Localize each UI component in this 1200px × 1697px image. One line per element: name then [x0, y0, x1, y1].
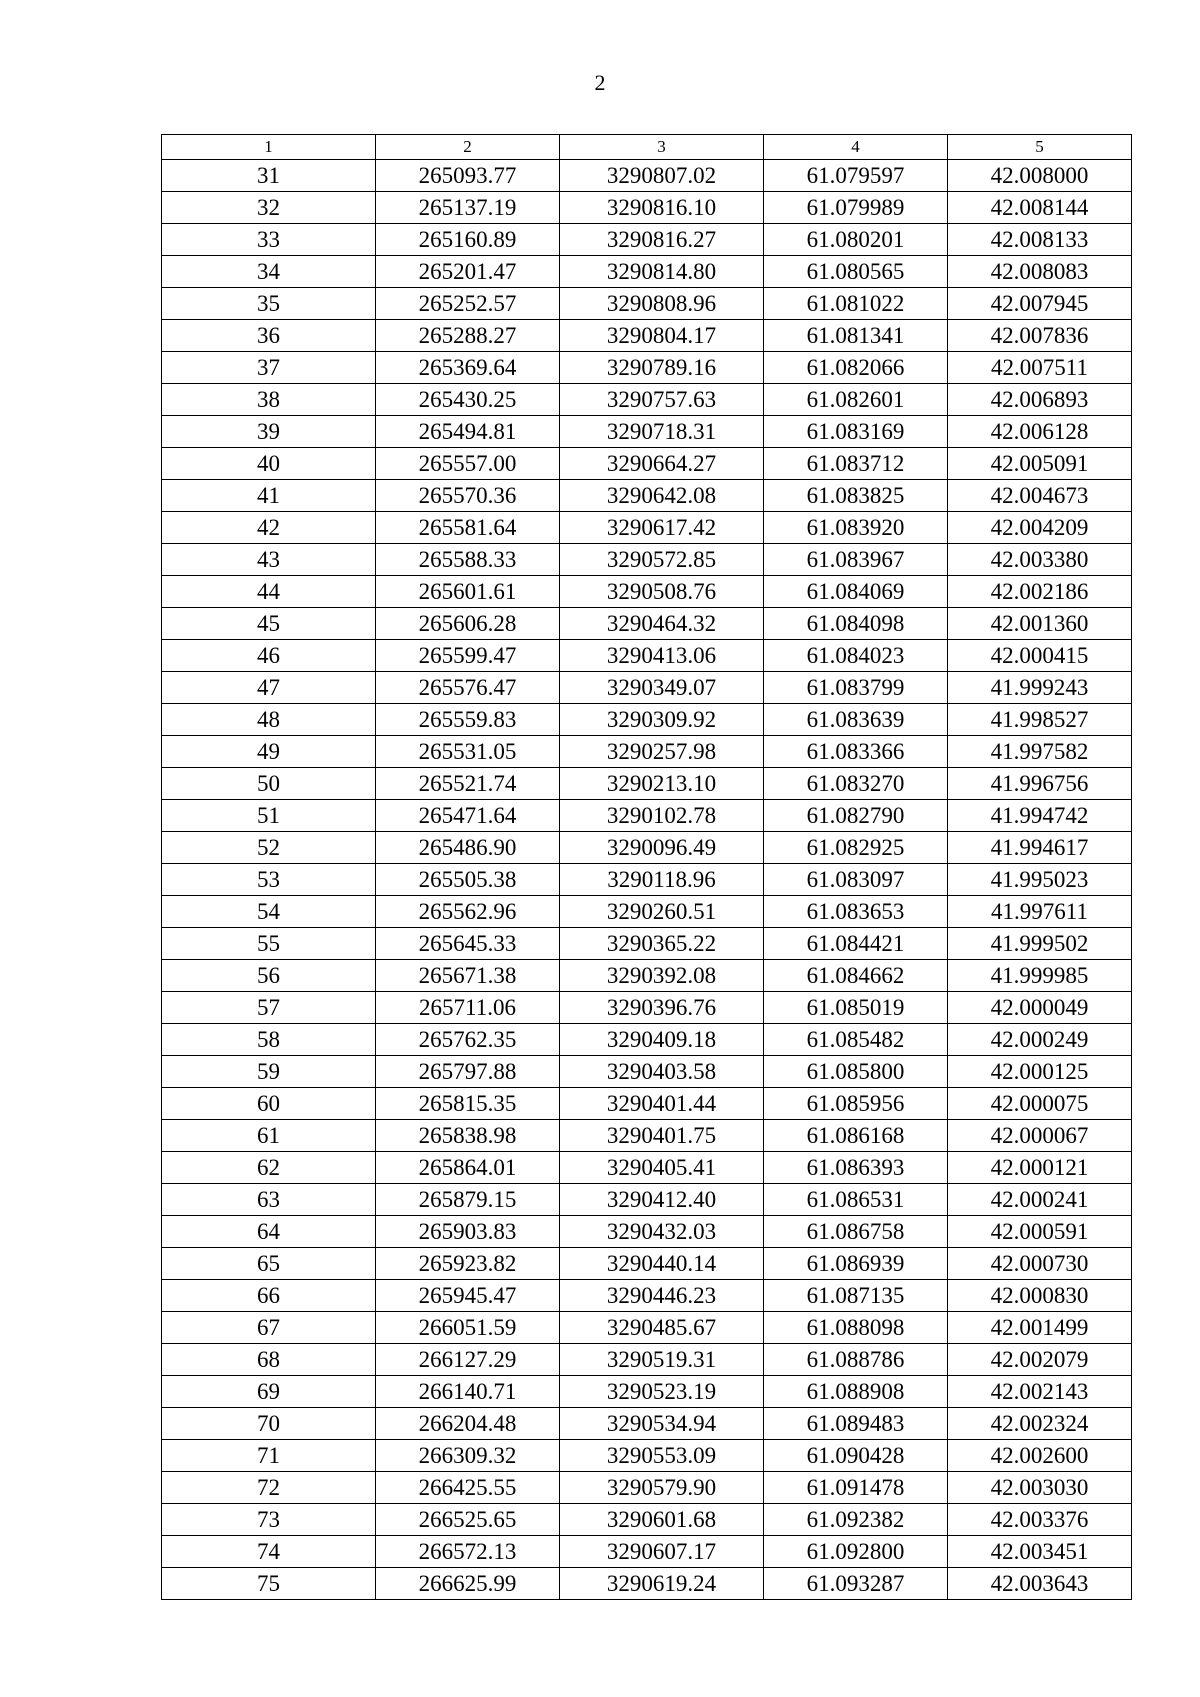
- coordinates-table: [161, 134, 1132, 1600]
- column-header-2: 2: [376, 135, 560, 160]
- table-cell-col-4: 61.085482: [764, 1024, 948, 1056]
- table-cell-col-5: 42.000241: [948, 1184, 1132, 1216]
- table-cell-col-2: 265606.28: [376, 608, 560, 640]
- table-row: [162, 640, 1132, 672]
- table-cell-col-1: 48: [162, 704, 376, 736]
- table-cell-col-1: 32: [162, 192, 376, 224]
- table-cell-col-4: 61.082066: [764, 352, 948, 384]
- table-cell-col-5: 42.001499: [948, 1312, 1132, 1344]
- table-cell-col-2: 266204.48: [376, 1408, 560, 1440]
- table-row: [162, 1568, 1132, 1600]
- table-cell-col-1: 40: [162, 448, 376, 480]
- table-row: [162, 992, 1132, 1024]
- table-cell-col-3: 3290405.41: [560, 1152, 764, 1184]
- table-cell-col-3: 3290601.68: [560, 1504, 764, 1536]
- table-cell-col-1: 75: [162, 1568, 376, 1600]
- table-cell-col-3: 3290523.19: [560, 1376, 764, 1408]
- table-row: [162, 224, 1132, 256]
- table-row: [162, 1152, 1132, 1184]
- table-row: [162, 1120, 1132, 1152]
- table-cell-col-2: 265430.25: [376, 384, 560, 416]
- table-cell-col-3: 3290257.98: [560, 736, 764, 768]
- table-cell-col-3: 3290804.17: [560, 320, 764, 352]
- table-cell-col-3: 3290816.27: [560, 224, 764, 256]
- table-cell-col-2: 265601.61: [376, 576, 560, 608]
- table-row: [162, 768, 1132, 800]
- table-cell-col-5: 42.008144: [948, 192, 1132, 224]
- table-cell-col-3: 3290534.94: [560, 1408, 764, 1440]
- table-cell-col-3: 3290392.08: [560, 960, 764, 992]
- table-header: [162, 135, 1132, 160]
- table-cell-col-2: 265903.83: [376, 1216, 560, 1248]
- table-cell-col-5: 42.000049: [948, 992, 1132, 1024]
- table-cell-col-2: 265160.89: [376, 224, 560, 256]
- table-cell-col-2: 265369.64: [376, 352, 560, 384]
- table-cell-col-1: 33: [162, 224, 376, 256]
- table-cell-col-1: 67: [162, 1312, 376, 1344]
- column-header-3: 3: [560, 135, 764, 160]
- table-row: [162, 864, 1132, 896]
- table-cell-col-1: 59: [162, 1056, 376, 1088]
- table-body: [162, 160, 1132, 1600]
- table-cell-col-4: 61.079597: [764, 160, 948, 192]
- table-cell-col-3: 3290807.02: [560, 160, 764, 192]
- table-cell-col-4: 61.080565: [764, 256, 948, 288]
- table-cell-col-5: 42.002079: [948, 1344, 1132, 1376]
- table-row: [162, 736, 1132, 768]
- table-cell-col-4: 61.084023: [764, 640, 948, 672]
- table-cell-col-5: 42.003030: [948, 1472, 1132, 1504]
- table-cell-col-1: 60: [162, 1088, 376, 1120]
- table-row: [162, 480, 1132, 512]
- table-cell-col-5: 42.007945: [948, 288, 1132, 320]
- table-row: [162, 1408, 1132, 1440]
- table-cell-col-2: 265531.05: [376, 736, 560, 768]
- table-cell-col-3: 3290401.75: [560, 1120, 764, 1152]
- table-cell-col-5: 42.003451: [948, 1536, 1132, 1568]
- table-cell-col-2: 266625.99: [376, 1568, 560, 1600]
- table-row: [162, 672, 1132, 704]
- table-cell-col-4: 61.082601: [764, 384, 948, 416]
- table-cell-col-1: 69: [162, 1376, 376, 1408]
- page-number: 2: [594, 70, 606, 95]
- table-row: [162, 352, 1132, 384]
- table-cell-col-2: 265288.27: [376, 320, 560, 352]
- table-cell-col-1: 64: [162, 1216, 376, 1248]
- table-cell-col-1: 58: [162, 1024, 376, 1056]
- table-cell-col-4: 61.088786: [764, 1344, 948, 1376]
- table-cell-col-4: 61.083270: [764, 768, 948, 800]
- table-cell-col-1: 51: [162, 800, 376, 832]
- table-row: [162, 1536, 1132, 1568]
- table-cell-col-2: 265093.77: [376, 160, 560, 192]
- table-cell-col-4: 61.083825: [764, 480, 948, 512]
- table-cell-col-1: 52: [162, 832, 376, 864]
- table-cell-col-5: 42.006893: [948, 384, 1132, 416]
- table-cell-col-3: 3290401.44: [560, 1088, 764, 1120]
- table-cell-col-5: 41.994742: [948, 800, 1132, 832]
- table-cell-col-4: 61.093287: [764, 1568, 948, 1600]
- table-row: [162, 544, 1132, 576]
- table-cell-col-2: 265762.35: [376, 1024, 560, 1056]
- table-row: [162, 256, 1132, 288]
- table-cell-col-3: 3290607.17: [560, 1536, 764, 1568]
- table-row: [162, 1472, 1132, 1504]
- table-cell-col-4: 61.083967: [764, 544, 948, 576]
- table-cell-col-5: 41.999502: [948, 928, 1132, 960]
- table-cell-col-3: 3290816.10: [560, 192, 764, 224]
- column-header-5: 5: [948, 135, 1132, 160]
- table-cell-col-1: 71: [162, 1440, 376, 1472]
- table-row: [162, 384, 1132, 416]
- table-cell-col-3: 3290553.09: [560, 1440, 764, 1472]
- table-cell-col-4: 61.086758: [764, 1216, 948, 1248]
- table-cell-col-2: 265879.15: [376, 1184, 560, 1216]
- table-row: [162, 960, 1132, 992]
- table-cell-col-2: 265923.82: [376, 1248, 560, 1280]
- table-cell-col-4: 61.082790: [764, 800, 948, 832]
- table-cell-col-2: 265581.64: [376, 512, 560, 544]
- table-cell-col-2: 265671.38: [376, 960, 560, 992]
- table-row: [162, 1312, 1132, 1344]
- table-row: [162, 320, 1132, 352]
- table-cell-col-2: 266525.65: [376, 1504, 560, 1536]
- table-cell-col-5: 42.002143: [948, 1376, 1132, 1408]
- table-cell-col-2: 266140.71: [376, 1376, 560, 1408]
- table-cell-col-4: 61.083366: [764, 736, 948, 768]
- table-cell-col-1: 65: [162, 1248, 376, 1280]
- table-cell-col-3: 3290485.67: [560, 1312, 764, 1344]
- table-cell-col-1: 73: [162, 1504, 376, 1536]
- table-cell-col-3: 3290642.08: [560, 480, 764, 512]
- table-cell-col-2: 265838.98: [376, 1120, 560, 1152]
- table-cell-col-3: 3290508.76: [560, 576, 764, 608]
- table-cell-col-3: 3290617.42: [560, 512, 764, 544]
- table-row: [162, 800, 1132, 832]
- table-cell-col-5: 42.000249: [948, 1024, 1132, 1056]
- table-row: [162, 416, 1132, 448]
- table-cell-col-4: 61.081341: [764, 320, 948, 352]
- table-row: [162, 1024, 1132, 1056]
- table-cell-col-2: 265815.35: [376, 1088, 560, 1120]
- table-row: [162, 448, 1132, 480]
- table-cell-col-4: 61.092382: [764, 1504, 948, 1536]
- table-row: [162, 1344, 1132, 1376]
- table-row: [162, 704, 1132, 736]
- table-row: [162, 1248, 1132, 1280]
- table-cell-col-4: 61.086393: [764, 1152, 948, 1184]
- table-cell-col-3: 3290213.10: [560, 768, 764, 800]
- table-cell-col-2: 265711.06: [376, 992, 560, 1024]
- table-cell-col-4: 61.079989: [764, 192, 948, 224]
- table-cell-col-3: 3290260.51: [560, 896, 764, 928]
- table-cell-col-4: 61.084069: [764, 576, 948, 608]
- table-cell-col-3: 3290579.90: [560, 1472, 764, 1504]
- table-cell-col-1: 70: [162, 1408, 376, 1440]
- table-cell-col-4: 61.092800: [764, 1536, 948, 1568]
- table-row: [162, 608, 1132, 640]
- table-cell-col-4: 61.083799: [764, 672, 948, 704]
- column-header-1: 1: [162, 135, 376, 160]
- table-cell-col-3: 3290365.22: [560, 928, 764, 960]
- table-row: [162, 1440, 1132, 1472]
- table-cell-col-1: 35: [162, 288, 376, 320]
- table-cell-col-4: 61.088908: [764, 1376, 948, 1408]
- table-cell-col-1: 72: [162, 1472, 376, 1504]
- table-row: [162, 832, 1132, 864]
- table-cell-col-5: 42.000075: [948, 1088, 1132, 1120]
- table-row: [162, 512, 1132, 544]
- table-cell-col-4: 61.086531: [764, 1184, 948, 1216]
- table-cell-col-1: 44: [162, 576, 376, 608]
- table-cell-col-5: 42.003380: [948, 544, 1132, 576]
- table-cell-col-3: 3290396.76: [560, 992, 764, 1024]
- table-cell-col-4: 61.084098: [764, 608, 948, 640]
- table-cell-col-1: 38: [162, 384, 376, 416]
- table-cell-col-4: 61.081022: [764, 288, 948, 320]
- table-cell-col-5: 42.007836: [948, 320, 1132, 352]
- column-header-4: 4: [764, 135, 948, 160]
- table-cell-col-4: 61.084662: [764, 960, 948, 992]
- table-cell-col-1: 31: [162, 160, 376, 192]
- table-cell-col-4: 61.085956: [764, 1088, 948, 1120]
- table-cell-col-1: 39: [162, 416, 376, 448]
- table-cell-col-3: 3290757.63: [560, 384, 764, 416]
- table-row: [162, 288, 1132, 320]
- table-cell-col-2: 265576.47: [376, 672, 560, 704]
- table-cell-col-3: 3290118.96: [560, 864, 764, 896]
- table-row: [162, 896, 1132, 928]
- table-cell-col-4: 61.091478: [764, 1472, 948, 1504]
- table-cell-col-1: 43: [162, 544, 376, 576]
- table-cell-col-3: 3290446.23: [560, 1280, 764, 1312]
- table-cell-col-1: 56: [162, 960, 376, 992]
- table-cell-col-4: 61.080201: [764, 224, 948, 256]
- table-cell-col-1: 54: [162, 896, 376, 928]
- table-cell-col-1: 42: [162, 512, 376, 544]
- table-cell-col-1: 46: [162, 640, 376, 672]
- table-cell-col-5: 42.008000: [948, 160, 1132, 192]
- table-cell-col-2: 265562.96: [376, 896, 560, 928]
- table-cell-col-5: 42.008083: [948, 256, 1132, 288]
- table-cell-col-2: 265559.83: [376, 704, 560, 736]
- table-cell-col-5: 42.008133: [948, 224, 1132, 256]
- table-cell-col-2: 265797.88: [376, 1056, 560, 1088]
- table-cell-col-4: 61.088098: [764, 1312, 948, 1344]
- table-cell-col-1: 66: [162, 1280, 376, 1312]
- table-cell-col-4: 61.089483: [764, 1408, 948, 1440]
- table-cell-col-1: 41: [162, 480, 376, 512]
- table-cell-col-2: 265521.74: [376, 768, 560, 800]
- table-cell-col-4: 61.084421: [764, 928, 948, 960]
- table-cell-col-3: 3290309.92: [560, 704, 764, 736]
- table-cell-col-4: 61.090428: [764, 1440, 948, 1472]
- table-cell-col-1: 57: [162, 992, 376, 1024]
- table-cell-col-2: 266309.32: [376, 1440, 560, 1472]
- table-cell-col-5: 42.000121: [948, 1152, 1132, 1184]
- table-cell-col-5: 42.003643: [948, 1568, 1132, 1600]
- table-cell-col-2: 266572.13: [376, 1536, 560, 1568]
- table-cell-col-1: 36: [162, 320, 376, 352]
- table-cell-col-4: 61.085019: [764, 992, 948, 1024]
- table-cell-col-3: 3290718.31: [560, 416, 764, 448]
- table-cell-col-2: 266127.29: [376, 1344, 560, 1376]
- table-cell-col-5: 42.001360: [948, 608, 1132, 640]
- table-cell-col-3: 3290789.16: [560, 352, 764, 384]
- table-cell-col-1: 74: [162, 1536, 376, 1568]
- table-cell-col-3: 3290102.78: [560, 800, 764, 832]
- table-cell-col-3: 3290440.14: [560, 1248, 764, 1280]
- table-cell-col-5: 42.000730: [948, 1248, 1132, 1280]
- table-cell-col-2: 265570.36: [376, 480, 560, 512]
- table-cell-col-3: 3290619.24: [560, 1568, 764, 1600]
- table-row: [162, 1216, 1132, 1248]
- table-cell-col-5: 42.000067: [948, 1120, 1132, 1152]
- table-cell-col-5: 42.002600: [948, 1440, 1132, 1472]
- table-cell-col-3: 3290808.96: [560, 288, 764, 320]
- table-cell-col-2: 265864.01: [376, 1152, 560, 1184]
- table-cell-col-1: 62: [162, 1152, 376, 1184]
- table-cell-col-5: 42.000415: [948, 640, 1132, 672]
- table-cell-col-3: 3290814.80: [560, 256, 764, 288]
- table-cell-col-5: 41.997611: [948, 896, 1132, 928]
- table-row: [162, 576, 1132, 608]
- table-cell-col-1: 49: [162, 736, 376, 768]
- table-cell-col-1: 37: [162, 352, 376, 384]
- table-cell-col-4: 61.087135: [764, 1280, 948, 1312]
- table-cell-col-2: 265557.00: [376, 448, 560, 480]
- table-cell-col-4: 61.083169: [764, 416, 948, 448]
- table-cell-col-5: 42.005091: [948, 448, 1132, 480]
- table-cell-col-2: 266425.55: [376, 1472, 560, 1504]
- table-cell-col-2: 265486.90: [376, 832, 560, 864]
- table-cell-col-5: 42.007511: [948, 352, 1132, 384]
- table-cell-col-5: 41.994617: [948, 832, 1132, 864]
- table-cell-col-2: 265137.19: [376, 192, 560, 224]
- table-cell-col-5: 41.996756: [948, 768, 1132, 800]
- table-cell-col-3: 3290664.27: [560, 448, 764, 480]
- table-cell-col-5: 41.997582: [948, 736, 1132, 768]
- table-cell-col-1: 55: [162, 928, 376, 960]
- table-cell-col-5: 41.999985: [948, 960, 1132, 992]
- table-cell-col-3: 3290096.49: [560, 832, 764, 864]
- table-cell-col-3: 3290519.31: [560, 1344, 764, 1376]
- table-cell-col-5: 41.998527: [948, 704, 1132, 736]
- table-cell-col-2: 265588.33: [376, 544, 560, 576]
- table-cell-col-1: 53: [162, 864, 376, 896]
- table-cell-col-3: 3290349.07: [560, 672, 764, 704]
- table-cell-col-3: 3290403.58: [560, 1056, 764, 1088]
- table-cell-col-5: 42.003376: [948, 1504, 1132, 1536]
- table-cell-col-4: 61.083920: [764, 512, 948, 544]
- table-cell-col-1: 61: [162, 1120, 376, 1152]
- table-cell-col-3: 3290432.03: [560, 1216, 764, 1248]
- table-cell-col-5: 42.006128: [948, 416, 1132, 448]
- table-row: [162, 1280, 1132, 1312]
- table-cell-col-5: 41.999243: [948, 672, 1132, 704]
- header-row: [162, 135, 1132, 160]
- table-row: [162, 160, 1132, 192]
- table-cell-col-4: 61.082925: [764, 832, 948, 864]
- table-cell-col-5: 42.004673: [948, 480, 1132, 512]
- table-cell-col-3: 3290409.18: [560, 1024, 764, 1056]
- table-row: [162, 192, 1132, 224]
- table-cell-col-4: 61.083639: [764, 704, 948, 736]
- table-row: [162, 1504, 1132, 1536]
- table-cell-col-1: 47: [162, 672, 376, 704]
- table-cell-col-5: 42.000125: [948, 1056, 1132, 1088]
- table-cell-col-3: 3290413.06: [560, 640, 764, 672]
- table-cell-col-4: 61.083653: [764, 896, 948, 928]
- table-cell-col-2: 265471.64: [376, 800, 560, 832]
- table-cell-col-2: 265645.33: [376, 928, 560, 960]
- table-row: [162, 1056, 1132, 1088]
- table-cell-col-1: 34: [162, 256, 376, 288]
- table-cell-col-2: 265945.47: [376, 1280, 560, 1312]
- table-cell-col-5: 42.000591: [948, 1216, 1132, 1248]
- table-row: [162, 1376, 1132, 1408]
- table-cell-col-5: 41.995023: [948, 864, 1132, 896]
- table-cell-col-3: 3290464.32: [560, 608, 764, 640]
- table-cell-col-4: 61.086168: [764, 1120, 948, 1152]
- table-cell-col-1: 63: [162, 1184, 376, 1216]
- table-cell-col-2: 266051.59: [376, 1312, 560, 1344]
- table-cell-col-5: 42.002324: [948, 1408, 1132, 1440]
- table-cell-col-1: 50: [162, 768, 376, 800]
- table-cell-col-1: 45: [162, 608, 376, 640]
- table-cell-col-2: 265252.57: [376, 288, 560, 320]
- table-cell-col-2: 265599.47: [376, 640, 560, 672]
- table-cell-col-4: 61.083712: [764, 448, 948, 480]
- table-cell-col-2: 265505.38: [376, 864, 560, 896]
- table-cell-col-4: 61.086939: [764, 1248, 948, 1280]
- table-cell-col-3: 3290412.40: [560, 1184, 764, 1216]
- table-cell-col-2: 265494.81: [376, 416, 560, 448]
- table-cell-col-4: 61.085800: [764, 1056, 948, 1088]
- table-row: [162, 1184, 1132, 1216]
- table-cell-col-2: 265201.47: [376, 256, 560, 288]
- table-cell-col-3: 3290572.85: [560, 544, 764, 576]
- table-cell-col-4: 61.083097: [764, 864, 948, 896]
- table-row: [162, 1088, 1132, 1120]
- table-cell-col-5: 42.004209: [948, 512, 1132, 544]
- table-row: [162, 928, 1132, 960]
- table-cell-col-1: 68: [162, 1344, 376, 1376]
- table-cell-col-5: 42.002186: [948, 576, 1132, 608]
- table-cell-col-5: 42.000830: [948, 1280, 1132, 1312]
